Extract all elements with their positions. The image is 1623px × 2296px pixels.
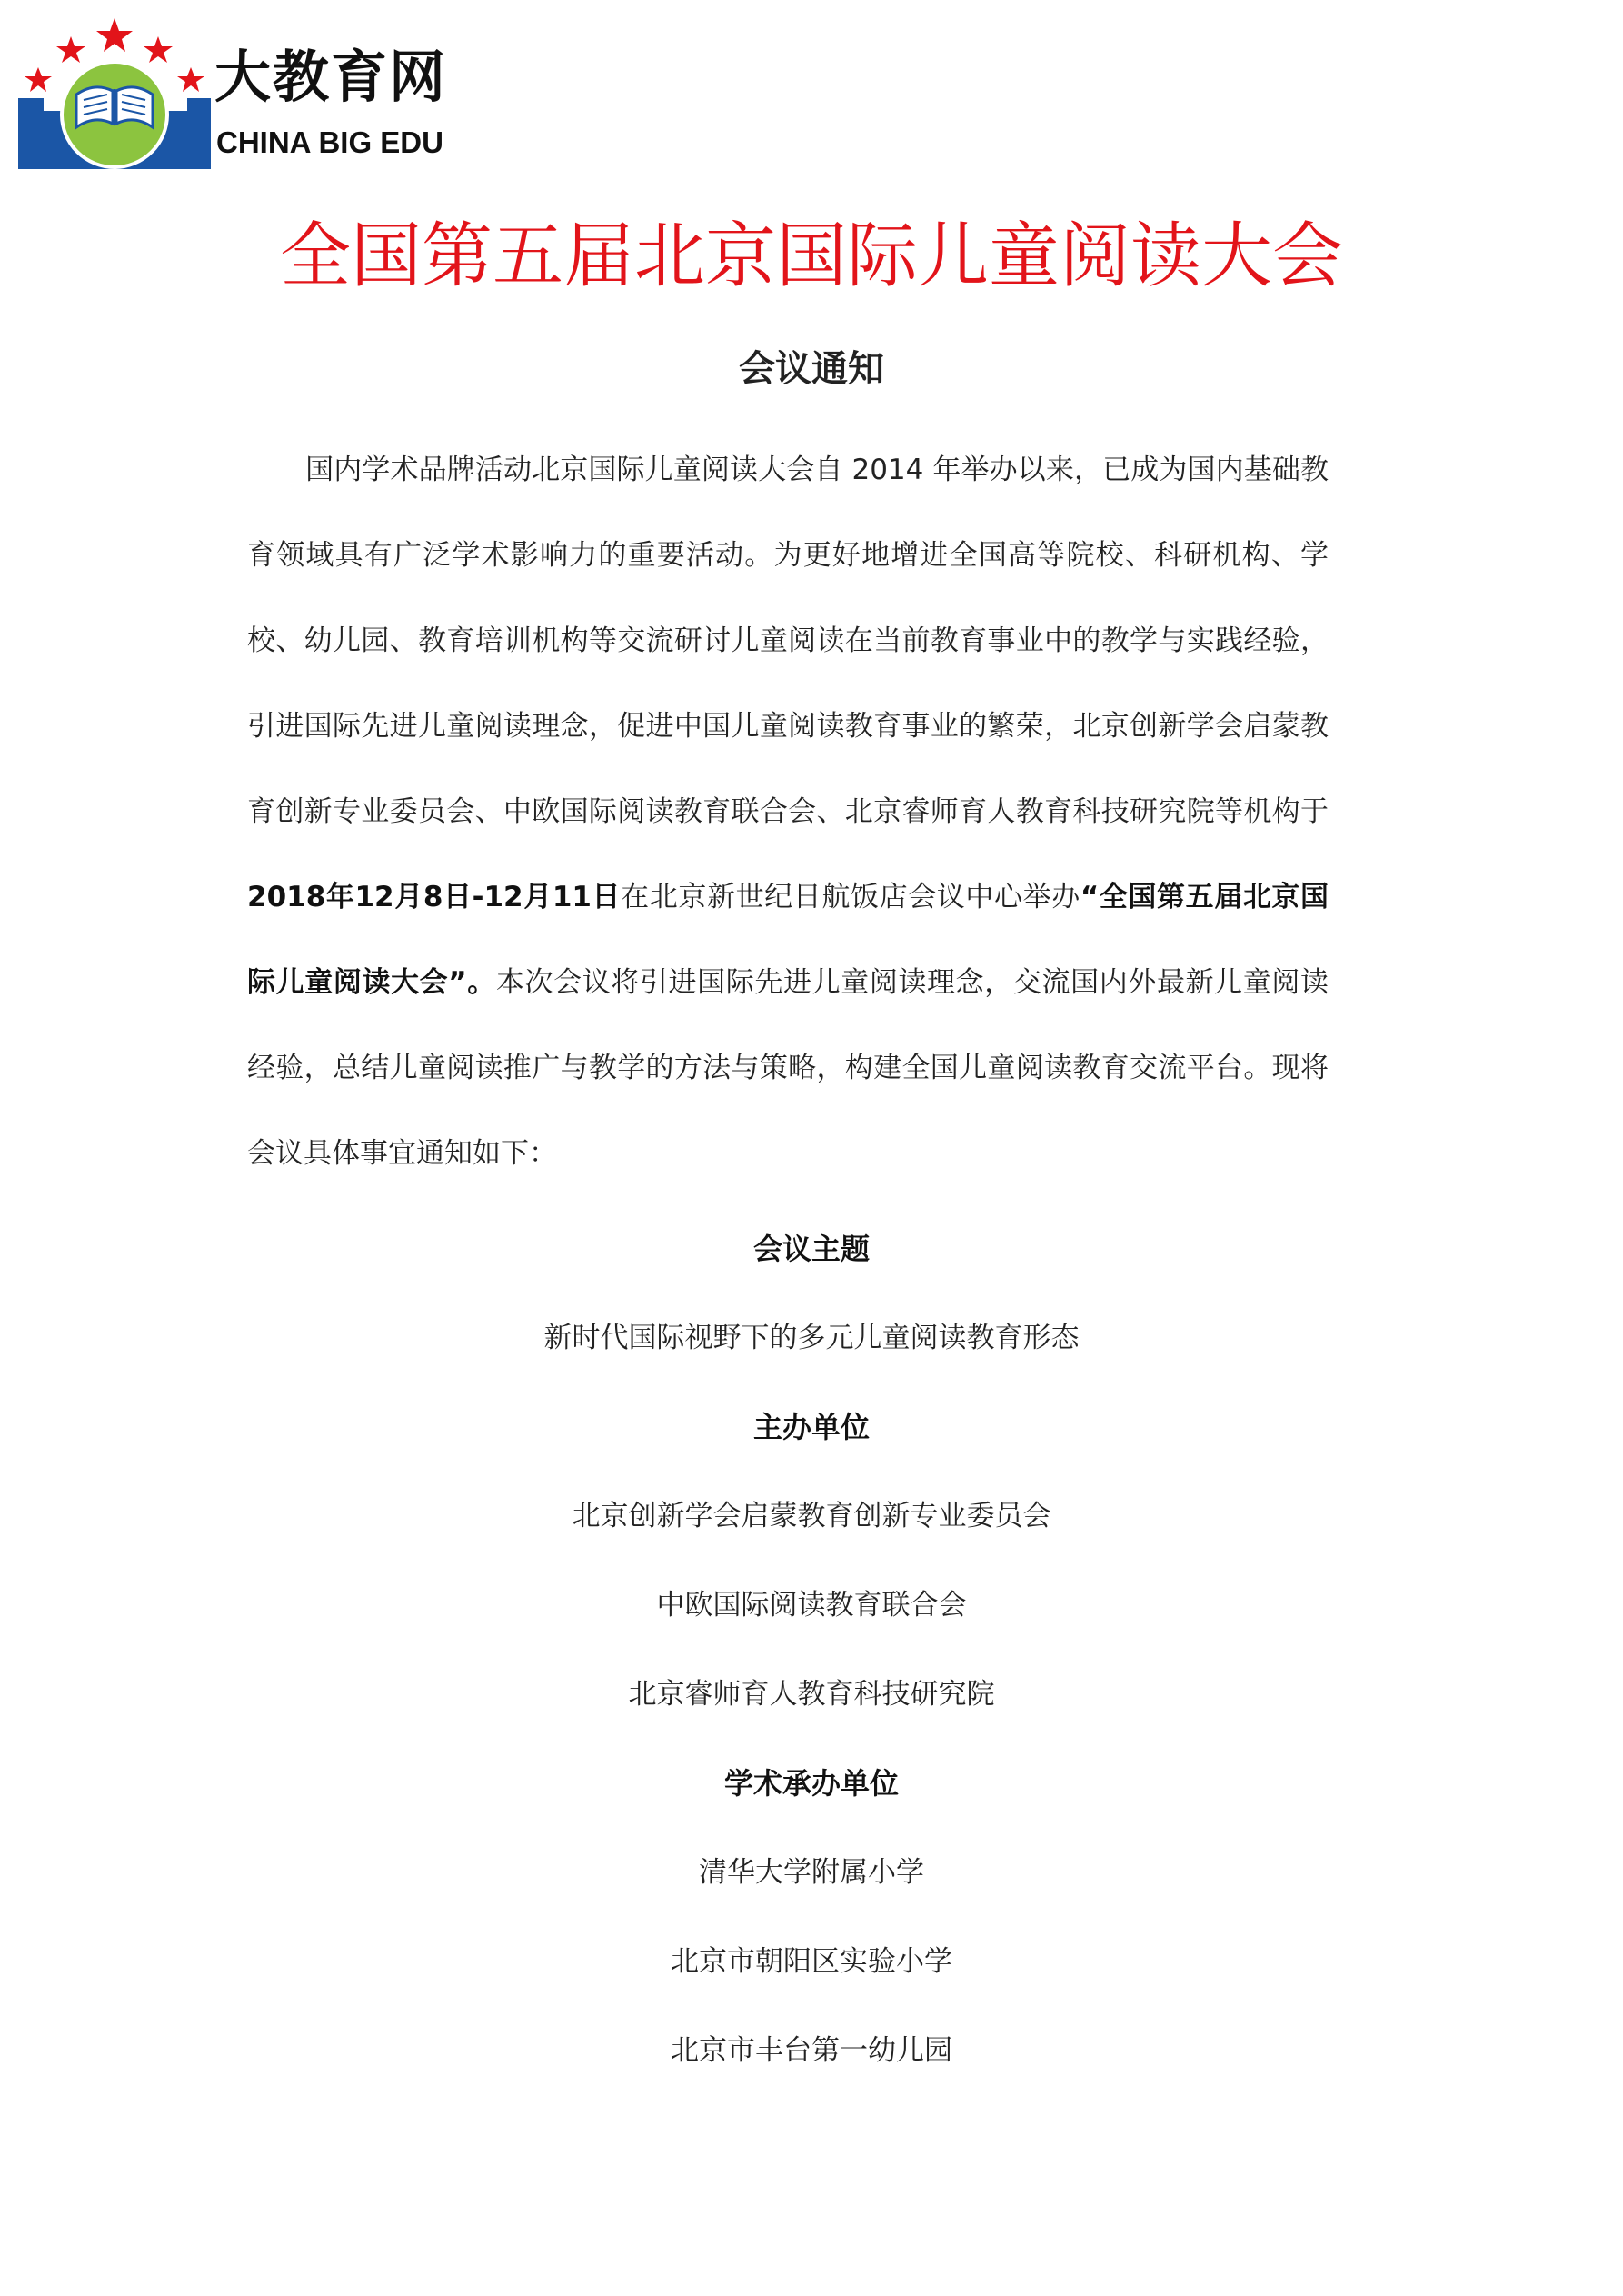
intro-text-3: 本次会议将引进国际先进儿童阅读理念，交流国内外最新儿童阅读经验，总结儿童阅读推广与教学的方法与策略，构建全国儿童阅读教育交流平台。现将会议具体事宜通知如下： — [247, 966, 1329, 1170]
sections — [0, 1204, 1623, 2095]
host-item: 北京创新学会启蒙教育创新专业委员会 — [572, 1500, 1051, 1532]
logo-name-cn: 大教育网 — [214, 44, 448, 110]
star-icon — [144, 36, 173, 63]
star-icon — [96, 18, 133, 52]
intro-event-name: “全国第五届北京国际儿童阅读大会”。 — [247, 881, 1329, 999]
organizer-item: 清华大学附属小学 — [699, 1856, 924, 1889]
organizers-heading: 学术承办单位 — [723, 1766, 899, 1801]
logo-name-en: CHINA BIG EDU — [216, 125, 443, 159]
intro-text-2: 在北京新世纪日航饭店会议中心举办 — [621, 881, 1080, 913]
star-icon — [25, 67, 52, 92]
page-subtitle: 会议通知 — [739, 348, 884, 390]
page-title: 全国第五届北京国际儿童阅读大会 — [279, 215, 1343, 297]
intro-text-1: 国内学术品牌活动北京国际儿童阅读大会自 2014 年举办以来，已成为国内基础教育领域具有广泛学术影响力的重要活动。为更好地增进全国高等院校、科研机构、学校、幼儿园、教育培训机构等交流研讨儿童阅读在当前教育事业中的教学与实践经验，引进国际先进儿童阅读理念，促进中国儿童阅读教育事业的繁荣，北京创新学会启蒙教育创新专业委员会、中欧国际阅读教育联合会、北京睿师育人教育科技研究院等机构于 — [247, 454, 1329, 828]
organizer-item: 北京市丰台第一幼儿园 — [671, 2034, 952, 2067]
intro-date: 2018年12月8日-12月11日 — [247, 881, 622, 913]
open-book-icon — [76, 87, 153, 127]
hosts-heading: 主办单位 — [752, 1410, 870, 1444]
star-icon — [56, 36, 85, 63]
intro-paragraph — [247, 427, 1329, 1196]
host-item: 北京睿师育人教育科技研究院 — [628, 1678, 995, 1711]
theme-text: 新时代国际视野下的多元儿童阅读教育形态 — [543, 1322, 1080, 1354]
host-item: 中欧国际阅读教育联合会 — [656, 1589, 967, 1622]
logo-emblem — [16, 16, 216, 171]
site-logo — [16, 16, 489, 171]
star-icon — [177, 67, 204, 92]
organizer-item: 北京市朝阳区实验小学 — [671, 1945, 952, 1978]
theme-heading: 会议主题 — [752, 1232, 870, 1266]
